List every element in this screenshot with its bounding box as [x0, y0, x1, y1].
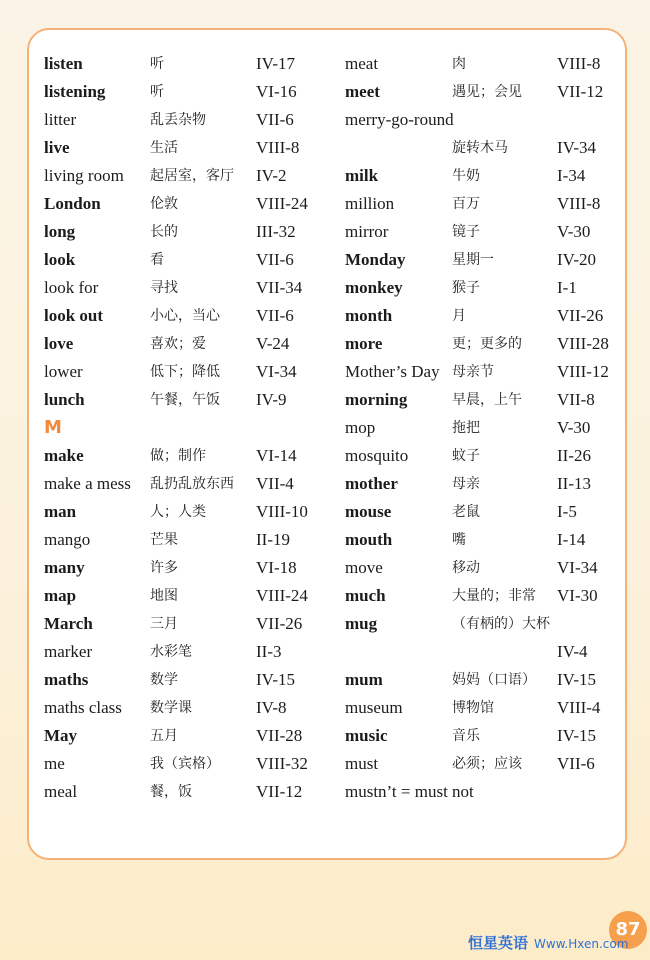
entry-unit: III-32 — [256, 222, 296, 241]
entry-translation: 伦敦 — [150, 196, 178, 212]
page-number: 87 — [609, 911, 647, 949]
entry-translation: 嘴 — [452, 532, 466, 548]
entry-word: living room — [44, 166, 124, 185]
entry-unit: VI-18 — [256, 558, 297, 577]
entry-word: March — [44, 614, 93, 633]
entry-unit: IV-2 — [256, 166, 287, 185]
entry-word: mouth — [345, 530, 393, 549]
entry-translation: 必须；应该 — [452, 756, 522, 772]
watermark-url: Www.Hxen.com — [534, 937, 629, 951]
entry-unit: II-26 — [557, 446, 591, 465]
entry-word: listen — [44, 54, 83, 73]
entry-translation: 乱扔乱放东西 — [150, 476, 234, 492]
entry-translation: 星期一 — [452, 252, 494, 268]
entry-word: music — [345, 726, 388, 745]
entry-word: merry-go-round — [345, 110, 454, 129]
entry-translation: 起居室，客厅 — [150, 168, 234, 184]
entry-translation: 数学 — [150, 672, 178, 688]
entry-unit: IV-15 — [256, 670, 296, 689]
section-letter: M — [44, 417, 62, 438]
entry-translation: 做；制作 — [150, 448, 206, 464]
entry-unit: VII-12 — [557, 82, 604, 101]
entry-unit: VIII-12 — [557, 362, 609, 381]
entry-translation: 低下；降低 — [150, 364, 220, 380]
entry-translation: 音乐 — [452, 728, 480, 744]
entry-translation: 牛奶 — [452, 168, 480, 184]
entry-translation: 芒果 — [150, 532, 178, 548]
entry-unit: IV-8 — [256, 698, 287, 717]
entry-word: mug — [345, 614, 378, 633]
entry-unit: I-14 — [557, 530, 586, 549]
entry-word: Mother’s Day — [345, 362, 440, 381]
entry-unit: V-24 — [256, 334, 290, 353]
entry-unit: VII-4 — [256, 474, 294, 493]
entry-translation: 听 — [150, 56, 164, 72]
entry-translation: 猴子 — [452, 280, 480, 296]
glossary-frame — [27, 28, 627, 860]
entry-unit: VII-26 — [557, 306, 604, 325]
entry-translation: 听 — [150, 84, 164, 100]
entry-translation: 旋转木马 — [452, 140, 508, 156]
entry-unit: VIII-24 — [256, 586, 308, 605]
entry-word: lunch — [44, 390, 85, 409]
entry-unit: VIII-8 — [557, 194, 601, 213]
entry-unit: IV-20 — [557, 250, 597, 269]
entry-translation: 乱丢杂物 — [150, 112, 206, 128]
entry-unit: IV-34 — [557, 138, 597, 157]
entry-translation: 三月 — [150, 616, 178, 632]
entry-word: million — [345, 194, 395, 213]
entry-word: long — [44, 222, 76, 241]
entry-translation: 母亲 — [452, 476, 480, 492]
entry-word: mother — [345, 474, 398, 493]
entry-word: maths — [44, 670, 89, 689]
entry-unit: VII-6 — [557, 754, 595, 773]
entry-word: milk — [345, 166, 379, 185]
entry-translation: 人；人类 — [150, 504, 206, 520]
entry-unit: V-30 — [557, 418, 591, 437]
entry-word: me — [44, 754, 65, 773]
entry-unit: VII-34 — [256, 278, 303, 297]
entry-unit: VII-28 — [256, 726, 303, 745]
entry-word: listening — [44, 82, 106, 101]
entry-word: map — [44, 586, 77, 605]
entry-word: move — [345, 558, 383, 577]
entry-translation: 移动 — [452, 560, 480, 576]
entry-unit: VII-6 — [256, 306, 294, 325]
entry-unit: I-5 — [557, 502, 577, 521]
entry-word: mum — [345, 670, 383, 689]
entry-translation: 更；更多的 — [452, 336, 522, 352]
entry-unit: VIII-28 — [557, 334, 609, 353]
entry-unit: IV-9 — [256, 390, 287, 409]
entry-word: mop — [345, 418, 376, 437]
entry-word: man — [44, 502, 77, 521]
entry-word: museum — [345, 698, 403, 717]
entry-unit: VI-34 — [557, 558, 598, 577]
entry-translation: 肉 — [452, 56, 466, 72]
entry-unit: VI-14 — [256, 446, 297, 465]
entry-word: meet — [345, 82, 380, 101]
entry-word: mosquito — [345, 446, 409, 465]
entry-unit: VII-26 — [256, 614, 303, 633]
entry-word: many — [44, 558, 85, 577]
entry-word: lower — [44, 362, 83, 381]
entry-translation: 镜子 — [452, 224, 480, 240]
entry-unit: I-34 — [557, 166, 586, 185]
entry-word: make a mess — [44, 474, 131, 493]
watermark — [468, 932, 628, 954]
entry-translation: 妈妈（口语） — [452, 672, 536, 688]
entry-translation: 生活 — [150, 140, 178, 156]
entry-translation: 早晨，上午 — [452, 392, 522, 408]
entry-unit: VI-16 — [256, 82, 297, 101]
entry-translation: 我（宾格） — [150, 756, 220, 772]
entry-word: look for — [44, 278, 99, 297]
entry-translation: 大量的；非常 — [452, 588, 536, 604]
entry-unit: VIII-4 — [557, 698, 601, 717]
entry-unit: II-19 — [256, 530, 290, 549]
entry-unit: II-3 — [256, 642, 282, 661]
entry-unit: IV-4 — [557, 642, 588, 661]
entry-unit: VII-6 — [256, 110, 294, 129]
entry-unit: VI-30 — [557, 586, 598, 605]
watermark-text: 恒星英语 — [468, 934, 529, 952]
entry-unit: VIII-8 — [557, 54, 601, 73]
entry-word: London — [44, 194, 101, 213]
entry-translation: 地图 — [150, 588, 178, 604]
entry-word: meal — [44, 782, 78, 801]
entry-unit: II-13 — [557, 474, 591, 493]
entry-word: May — [44, 726, 78, 745]
entry-word: mouse — [345, 502, 392, 521]
entry-word: much — [345, 586, 386, 605]
entry-unit: VII-12 — [256, 782, 303, 801]
entry-word: mirror — [345, 222, 389, 241]
entry-translation: 月 — [452, 308, 466, 324]
entry-unit: VIII-32 — [256, 754, 308, 773]
entry-translation: 博物馆 — [452, 700, 494, 716]
entry-unit: VII-6 — [256, 250, 294, 269]
entry-unit: IV-15 — [557, 670, 597, 689]
entry-translation: 拖把 — [452, 420, 480, 436]
entry-translation: 小心，当心 — [150, 308, 220, 324]
entry-translation: 老鼠 — [452, 504, 480, 520]
entry-word: meat — [345, 54, 379, 73]
entry-unit: VIII-8 — [256, 138, 300, 157]
entry-word: must — [345, 754, 379, 773]
entry-word: litter — [44, 110, 77, 129]
entry-word: morning — [345, 390, 408, 409]
entry-translation: 五月 — [150, 728, 178, 744]
entry-word: love — [44, 334, 74, 353]
entry-unit: IV-15 — [557, 726, 597, 745]
entry-translation: 许多 — [150, 560, 178, 576]
entry-word: month — [345, 306, 393, 325]
entry-unit: VIII-10 — [256, 502, 308, 521]
entry-translation: （有柄的）大杯 — [452, 616, 550, 632]
entry-word: marker — [44, 642, 93, 661]
entry-translation: 遇见；会见 — [452, 84, 522, 100]
entry-word: mustn’t = must not — [345, 782, 474, 801]
entry-translation: 蚊子 — [452, 448, 480, 464]
entry-translation: 看 — [150, 252, 164, 268]
entry-unit: VII-8 — [557, 390, 595, 409]
entry-word: more — [345, 334, 383, 353]
entry-word: look — [44, 250, 76, 269]
entry-translation: 母亲节 — [452, 364, 494, 380]
entry-word: Monday — [345, 250, 406, 269]
entry-word: maths class — [44, 698, 122, 717]
entry-unit: VI-34 — [256, 362, 297, 381]
entry-translation: 喜欢；爱 — [150, 336, 206, 352]
entry-translation: 长的 — [150, 224, 178, 240]
entry-word: make — [44, 446, 84, 465]
entry-word: live — [44, 138, 70, 157]
entry-unit: IV-17 — [256, 54, 296, 73]
entry-translation: 餐，饭 — [150, 784, 192, 800]
entry-unit: VIII-24 — [256, 194, 308, 213]
entry-translation: 水彩笔 — [150, 644, 192, 660]
entry-translation: 百万 — [452, 196, 480, 212]
entry-word: monkey — [345, 278, 403, 297]
entry-word: look out — [44, 306, 104, 325]
entry-translation: 数学课 — [150, 700, 192, 716]
entry-unit: I-1 — [557, 278, 577, 297]
entry-translation: 午餐，午饭 — [150, 392, 220, 408]
entry-unit: V-30 — [557, 222, 591, 241]
entry-word: mango — [44, 530, 91, 549]
entry-translation: 寻找 — [150, 280, 178, 296]
